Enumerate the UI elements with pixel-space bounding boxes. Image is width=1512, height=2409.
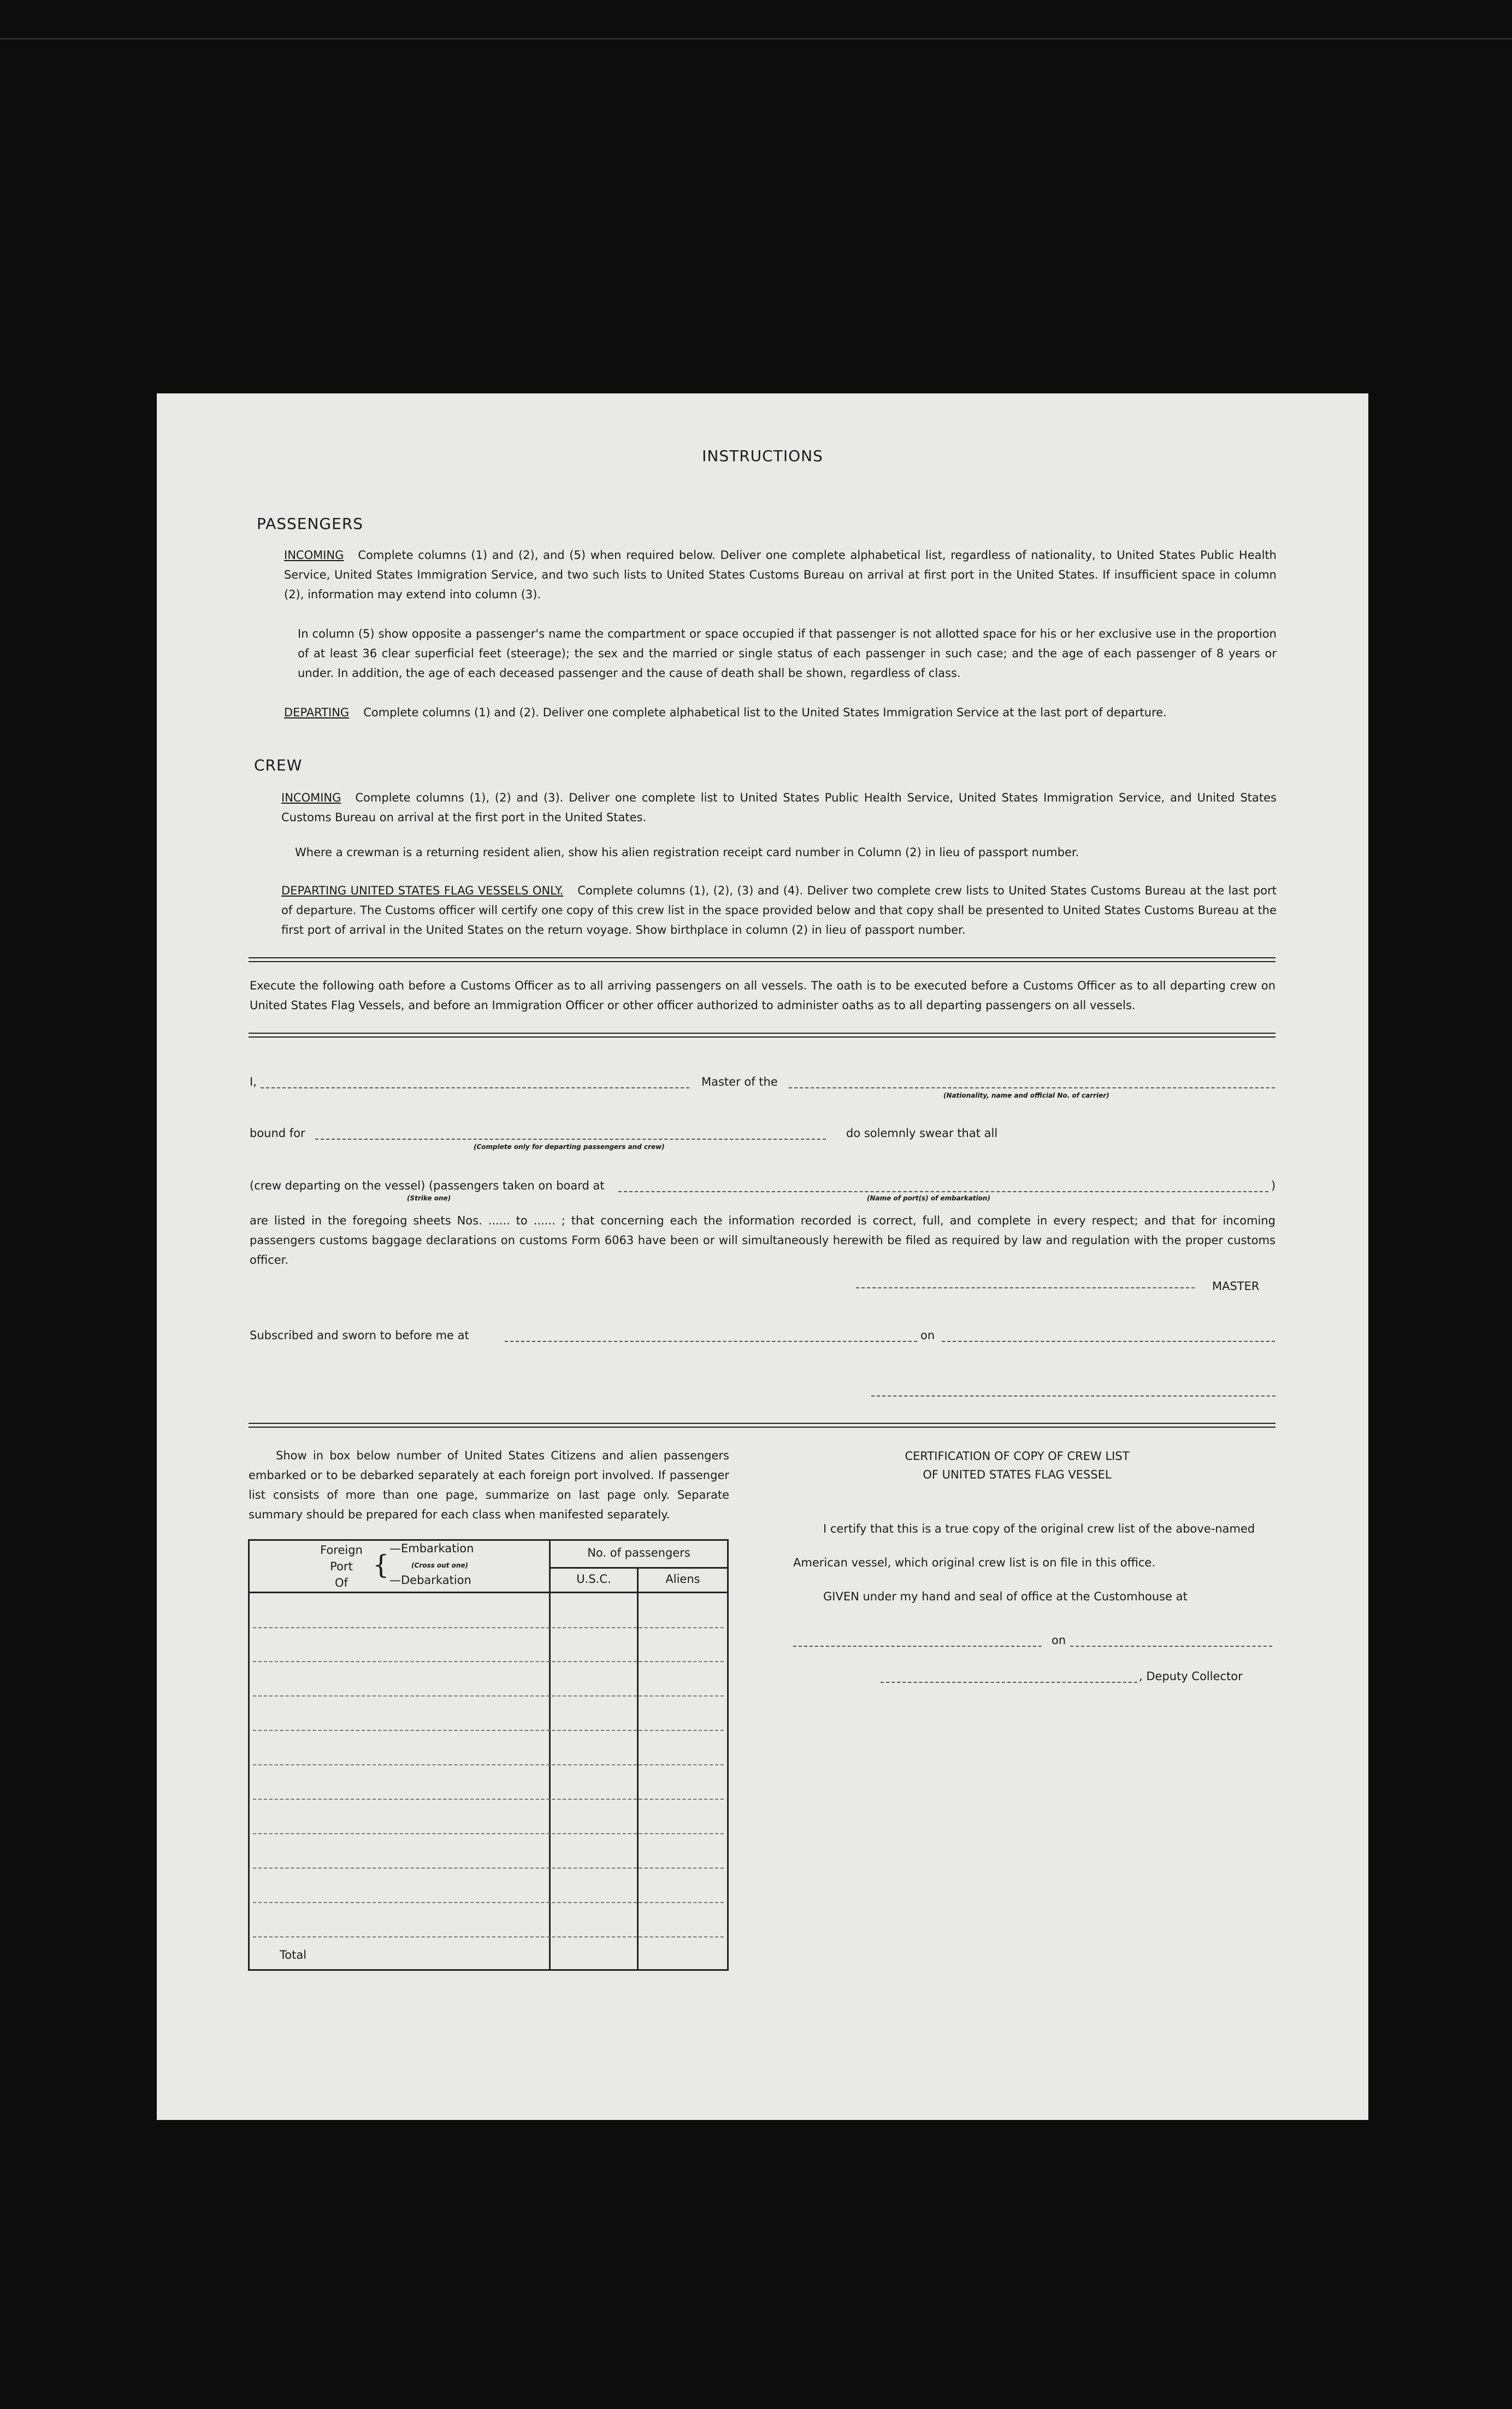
table-header-rule [549, 1567, 727, 1569]
table-row[interactable] [253, 1730, 724, 1731]
table-row[interactable] [253, 1695, 724, 1697]
departing-text: Complete columns (1) and (2). Deliver one complete alphabetical list to the United States Immigration Service at the last port of departure. [363, 706, 1167, 719]
divider [249, 1423, 1275, 1428]
scan-edge-line [0, 38, 1512, 39]
strike-one-note: (Strike one) [407, 1194, 451, 1202]
crew-departing-text: Complete columns (1), (2), (3) and (4). Deliver two complete crew lists to United States Customs Bureau at the last port of departure. The Customs officer will certify one copy of this crew list in the space provided below and that copy shall be presented to United States Customs Bureau at the first port of arrival in the United States on the return voyage. Show birthplace in column (2) in lieu of passport number. [281, 884, 1277, 936]
embarkation-port-field[interactable] [618, 1190, 1268, 1192]
subscribed-place-field[interactable] [505, 1340, 917, 1342]
crew-incoming-label: INCOMING [281, 791, 341, 804]
certification-on-label: on [1052, 1634, 1066, 1647]
embarkation-label: —Embarkation [389, 1542, 474, 1555]
summary-instruction: Show in box below number of United States Citizens and alien passengers embarked or to be debarked separately at each foreign port involved. If passenger list consists of more than one page, summarize on last page only. Separate summary should be prepared for each class when manifested separately. [249, 1449, 729, 1521]
total-label: Total [280, 1948, 307, 1962]
cross-out-note: (Cross out one) [411, 1562, 469, 1569]
i-label: I, [250, 1075, 257, 1088]
brace-icon: { [373, 1550, 389, 1580]
carrier-note: (Nationality, name and official No. of carrier) [943, 1092, 1109, 1099]
passenger-summary-table [248, 1539, 729, 1971]
certification-line-3: GIVEN under my hand and seal of office at the Customhouse at [823, 1590, 1188, 1603]
table-row[interactable] [253, 1936, 724, 1937]
deputy-signature-field[interactable] [881, 1681, 1137, 1683]
master-label: MASTER [1212, 1280, 1260, 1293]
certification-heading: CERTIFICATION OF COPY OF CREW LIST OF UNITED STATES FLAG VESSEL [905, 1450, 1130, 1481]
master-name-field[interactable] [261, 1086, 689, 1088]
column5-paragraph: In column (5) show opposite a passenger's name the compartment or space occupied if that passenger is not allotted space for his or her exclusive use in the proportion of at least 36 clear superficial feet (steerage); the sex and the married or single status of each passenger in such case; and the age of each passenger of 8 years or under. In addition, the age of each deceased passenger and the cause of death shall be shown, regardless of class. [298, 627, 1277, 680]
table-row[interactable] [253, 1868, 724, 1869]
table-row[interactable] [253, 1764, 724, 1765]
usc-header: U.S.C. [576, 1572, 611, 1586]
divider [249, 957, 1275, 962]
customhouse-field[interactable] [793, 1645, 1042, 1647]
crew-incoming-text: Complete columns (1), (2) and (3). Deliver one complete list to United States Public Health Service, United States Immigration Service, and United States Customs Bureau on arrival at the first port in the United States. [281, 791, 1277, 824]
divider [249, 1033, 1275, 1038]
certification-line-1: I certify that this is a true copy of the original crew list of the above-named [823, 1522, 1255, 1535]
crew-departing-paragraph [281, 881, 1277, 940]
crew-passengers-text: (crew departing on the vessel) (passengers taken on board at [250, 1179, 605, 1192]
subscribed-on-label: on [920, 1329, 935, 1342]
deputy-collector-label: , Deputy Collector [1139, 1670, 1243, 1683]
carrier-field[interactable] [789, 1086, 1275, 1088]
port-note: (Name of port(s) of embarkation) [867, 1194, 990, 1202]
certification-date-field[interactable] [1070, 1645, 1272, 1647]
officer-signature-field[interactable] [871, 1394, 1275, 1397]
bound-for-label: bound for [250, 1127, 305, 1140]
table-row[interactable] [253, 1661, 724, 1662]
passengers-heading: PASSENGERS [257, 515, 364, 533]
crew-heading: CREW [254, 756, 303, 774]
certification-line-2: American vessel, which original crew list is on file in this office. [793, 1556, 1156, 1569]
oath-intro: Execute the following oath before a Customs Officer as to all arriving passengers on all vessels. The oath is to be executed before a Customs Officer as to all departing crew on United States Flag Vessels, and before an Immigration Officer or other officer authorized to administer oaths as to all departing passengers on all vessels. [250, 979, 1275, 1012]
debarkation-label: —Debarkation [389, 1574, 471, 1587]
foreign-port-label: Foreign Port Of [320, 1544, 363, 1589]
crew-departing-label: DEPARTING UNITED STATES FLAG VESSELS ONLY. [281, 884, 564, 897]
departing-label: DEPARTING [284, 706, 350, 719]
aliens-header: Aliens [665, 1572, 700, 1586]
passengers-departing-paragraph [284, 703, 1277, 722]
incoming-label: INCOMING [284, 549, 344, 562]
close-paren: ) [1271, 1179, 1276, 1192]
bound-for-field[interactable] [315, 1138, 826, 1140]
form-page [157, 393, 1368, 2120]
page-title: INSTRUCTIONS [702, 447, 823, 465]
table-col-divider [549, 1541, 551, 1969]
listed-paragraph: are listed in the foregoing sheets Nos. ...... to ...... ; that concerning each the information recorded is correct, full, and complete in every respect; and that for incoming passengers customs baggage declarations on customs Form 6063 have been or will simultaneously herewith be filed as required by law and regulation with the proper customs officer. [250, 1214, 1275, 1267]
passengers-incoming-paragraph [284, 545, 1277, 604]
crew-incoming-paragraph [281, 788, 1277, 827]
crew-resident-paragraph: Where a crewman is a returning resident alien, show his alien registration receipt card number in Column (2) in lieu of passport number. [295, 846, 1079, 859]
table-row[interactable] [253, 1627, 724, 1628]
subscribed-text: Subscribed and sworn to before me at [250, 1329, 469, 1342]
no-of-passengers-header: No. of passengers [587, 1546, 690, 1559]
subscribed-date-field[interactable] [942, 1340, 1275, 1342]
incoming-text: Complete columns (1) and (2), and (5) when required below. Deliver one complete alphabetical list, regardless of nationality, to United States Public Health Service, United States Immigration Service, and two such lists to United States Customs Bureau on arrival at first port in the United States. If insufficient space in column (2), information may extend into column (3). [284, 549, 1277, 601]
table-row[interactable] [253, 1902, 724, 1903]
master-of-label: Master of the [701, 1075, 778, 1088]
table-row[interactable] [253, 1833, 724, 1834]
master-signature-field[interactable] [856, 1286, 1195, 1288]
complete-note: (Complete only for departing passengers and crew) [474, 1143, 665, 1151]
solemnly-swear-text: do solemnly swear that all [846, 1127, 998, 1140]
table-row[interactable] [253, 1799, 724, 1800]
table-header-rule [250, 1592, 727, 1593]
